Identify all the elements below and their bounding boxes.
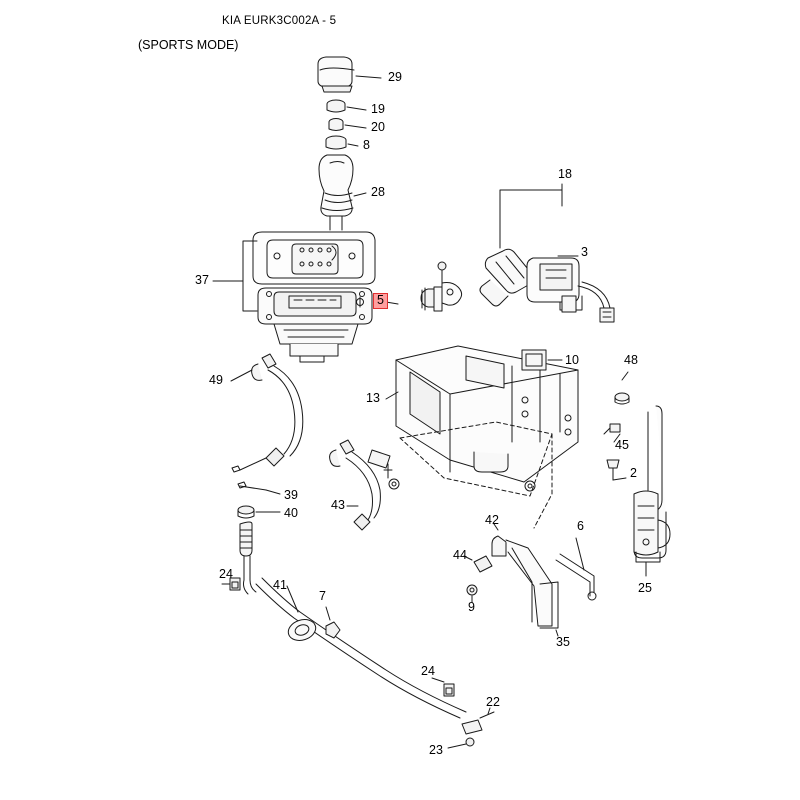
callout-22[interactable]: 22 [486, 695, 500, 709]
callout-6[interactable]: 6 [577, 519, 584, 533]
callout-40[interactable]: 40 [284, 506, 298, 520]
page-title: KIA EURK3C002A - 5 [222, 15, 337, 27]
callout-13[interactable]: 13 [366, 391, 380, 405]
callout-3[interactable]: 3 [581, 245, 588, 259]
callout-25[interactable]: 25 [638, 581, 652, 595]
callout-28[interactable]: 28 [371, 185, 385, 199]
callout-45[interactable]: 45 [615, 438, 629, 452]
callout-35[interactable]: 35 [556, 635, 570, 649]
callout-8[interactable]: 8 [363, 138, 370, 152]
callout-29[interactable]: 29 [388, 70, 402, 84]
callout-37[interactable]: 37 [195, 273, 209, 287]
page-subtitle: (SPORTS MODE) [138, 38, 239, 52]
callout-18[interactable]: 18 [558, 167, 572, 181]
callout-7[interactable]: 7 [319, 589, 326, 603]
callout-42[interactable]: 42 [485, 513, 499, 527]
callout-39[interactable]: 39 [284, 488, 298, 502]
callout-44[interactable]: 44 [453, 548, 467, 562]
callout-49[interactable]: 49 [209, 373, 223, 387]
callout-10[interactable]: 10 [565, 353, 579, 367]
callout-20[interactable]: 20 [371, 120, 385, 134]
callout-19[interactable]: 19 [371, 102, 385, 116]
callout-48[interactable]: 48 [624, 353, 638, 367]
callout-41[interactable]: 41 [273, 578, 287, 592]
callout-9[interactable]: 9 [468, 600, 475, 614]
callout-2[interactable]: 2 [630, 466, 637, 480]
callout-23[interactable]: 23 [429, 743, 443, 757]
callout-24-lower[interactable]: 24 [421, 664, 435, 678]
callout-24-upper[interactable]: 24 [219, 567, 233, 581]
callout-43[interactable]: 43 [331, 498, 345, 512]
callout-5-highlighted[interactable]: 5 [373, 293, 388, 309]
